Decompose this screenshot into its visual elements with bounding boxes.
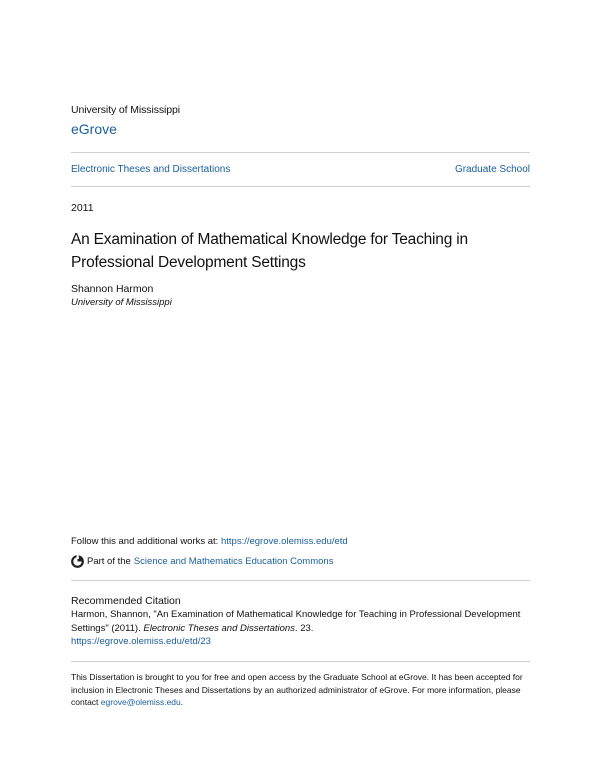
footer-text: This Dissertation is brought to you for free and open access by the Graduate School at eGrove. It has been accepted for inclusion in Electronic Theses and Dissertations by an authorized administrator of eGrove. For more information, please contact [71, 672, 523, 707]
divider [71, 186, 530, 187]
publication-year: 2011 [71, 202, 94, 214]
document-title: An Examination of Mathematical Knowledge for Teaching in Professional Development Settings [71, 231, 468, 271]
egrove-link[interactable]: eGrove [71, 121, 117, 137]
commons-link[interactable]: Science and Mathematics Education Commons [133, 556, 334, 567]
part-of-prefix: Part of the [87, 556, 131, 567]
divider [71, 661, 530, 662]
author-name: Shannon Harmon [71, 283, 154, 295]
citation-url-link[interactable]: https://egrove.olemiss.edu/etd/23 [71, 636, 211, 647]
university-name: University of Mississippi [71, 104, 180, 116]
author-affiliation: University of Mississippi [71, 297, 172, 308]
follow-prefix: Follow this and additional works at: [71, 536, 221, 547]
footer-end: . [180, 697, 184, 707]
citation-text [71, 608, 531, 649]
part-of-line [71, 555, 333, 568]
contact-email-link[interactable]: egrove@olemiss.edu [100, 697, 181, 707]
follow-url-link[interactable]: https://egrove.olemiss.edu/etd [220, 536, 348, 547]
series-link[interactable]: Electronic Theses and Dissertations [71, 164, 231, 175]
bepress-commons-icon [71, 555, 84, 568]
divider [71, 580, 530, 581]
follow-line [71, 536, 348, 547]
citation-part1: Harmon, Shannon, "An Examination of Mathematical Knowledge for Teaching in Professional Development Settings" (2011). [71, 609, 521, 634]
citation-series: Electronic Theses and Dissertations [143, 622, 295, 634]
citation-heading: Recommended Citation [71, 595, 181, 607]
citation-part2: . 23. [294, 622, 314, 634]
access-statement [71, 671, 531, 709]
graduate-school-link[interactable]: Graduate School [454, 164, 530, 175]
divider [71, 152, 530, 153]
